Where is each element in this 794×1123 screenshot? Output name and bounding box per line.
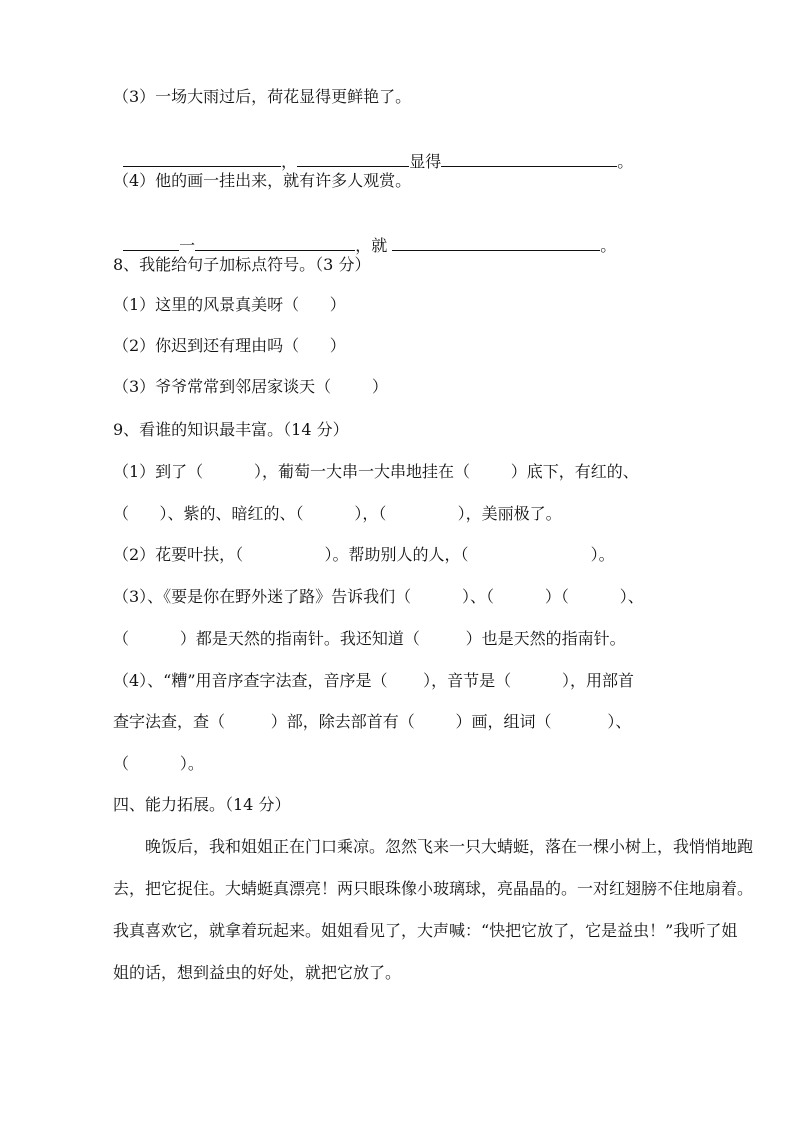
- question-7-3: （3）一场大雨过后，荷花显得更鲜艳了。: [113, 87, 412, 106]
- section-9-line[interactable]: （ ）都是天然的指南针。我还知道（ ）也是天然的指南针。: [113, 629, 626, 648]
- punctuation: 。: [600, 236, 617, 255]
- section-8-heading: 8、我能给句子加标点符号。（3 分）: [113, 255, 371, 274]
- section-4-heading: 四、能力拓展。（14 分）: [113, 795, 291, 814]
- fill-word: 显得: [409, 152, 442, 171]
- answer-blank[interactable]: [392, 234, 600, 251]
- answer-blank[interactable]: [123, 234, 179, 251]
- punctuation: ，: [281, 152, 298, 171]
- reading-passage: 晚饭后，我和姐姐正在门口乘凉。忽然飞来一只大蜻蜓，落在一棵小树上，我悄悄地跑去，把它捉住。大蜻蜓真漂亮！两只眼珠像小玻璃球，亮晶晶的。一对红翅膀不住地扇着。我真喜欢它，就拿着玩起来。姐姐看见了，大声喊：“快把它放了，它是益虫！”我听了姐姐的话，想到益虫的好处，就把它放了。: [113, 837, 754, 982]
- question-7-4-answer-line: [113, 212, 616, 257]
- answer-blank[interactable]: [123, 150, 281, 167]
- section-8-item[interactable]: （2）你迟到还有理由吗（ ）: [113, 336, 346, 355]
- section-9-line[interactable]: 查字法查，查（ ）部，除去部首有（ ）画，组词（ ）、: [113, 712, 632, 731]
- question-7-3-answer-line: [113, 128, 633, 173]
- answer-blank[interactable]: [195, 234, 355, 251]
- section-8-item[interactable]: （1）这里的风景真美呀（ ）: [113, 295, 346, 314]
- answer-blank[interactable]: [441, 150, 617, 167]
- section-9-line[interactable]: （4）、“糟”用音序查字法查，音序是（ ），音节是（ ），用部首: [113, 671, 635, 690]
- section-8-item[interactable]: （3）爷爷常常到邻居家谈天（ ）: [113, 377, 388, 396]
- section-9-line[interactable]: （1）到了（ ），葡萄一大串一大串地挂在（ ）底下，有红的、: [113, 462, 639, 481]
- section-9-line[interactable]: （3）、《要是你在野外迷了路》告诉我们（ ）、（ ）（ ）、: [113, 587, 644, 606]
- fill-word: ，就: [355, 236, 393, 255]
- section-9-line[interactable]: （ ）、紫的、暗红的、（ ），（ ），美丽极了。: [113, 504, 562, 523]
- question-7-4: （4）他的画一挂出来，就有许多人观赏。: [113, 171, 412, 190]
- section-9-line[interactable]: （2）花要叶扶，（ ）。帮助别人的人，（ ）。: [113, 545, 615, 564]
- section-9-heading: 9、看谁的知识最丰富。（14 分）: [113, 420, 349, 439]
- answer-blank[interactable]: [297, 150, 409, 167]
- punctuation: 。: [617, 152, 634, 171]
- fill-word: 一: [179, 236, 196, 255]
- section-9-line[interactable]: （ ）。: [113, 754, 204, 773]
